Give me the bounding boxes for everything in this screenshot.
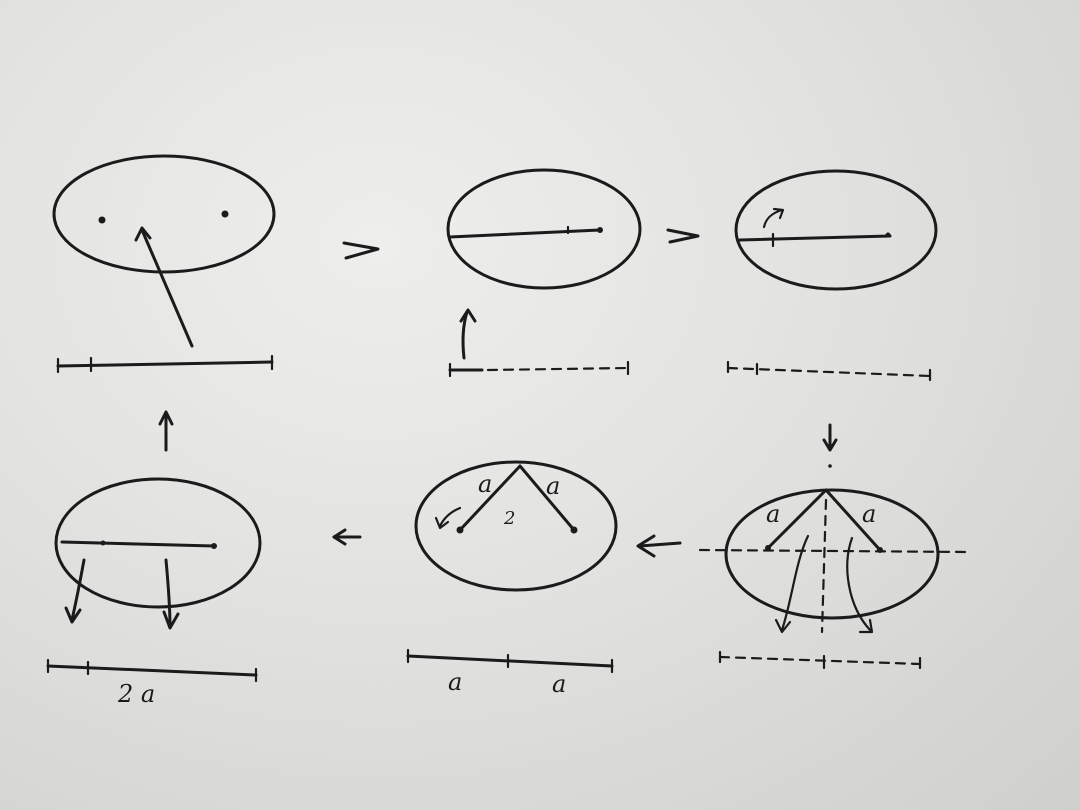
string-segment-5: [408, 656, 612, 666]
apex-mark-6: [828, 464, 832, 468]
swing-arrow-5: [440, 508, 460, 526]
center-mark-5: 2: [504, 508, 516, 529]
focus-right-5: [571, 527, 578, 534]
lift-arrowhead-2: [461, 310, 475, 321]
focus-left-1: [99, 217, 106, 224]
panel-3: [728, 171, 936, 380]
panel-6: [700, 490, 968, 668]
step-arrow-2-3: [668, 230, 698, 242]
label-a-right-6: a: [862, 500, 877, 528]
pointer-arrow-1: [142, 230, 192, 346]
panel-1: [54, 156, 274, 372]
string-dashed-2: [488, 368, 628, 370]
step-arrow-6-5: [640, 543, 680, 546]
string-dashed-6: [720, 657, 920, 664]
string-dashed-3: [728, 368, 930, 376]
label-seg-left-5: a: [448, 668, 463, 696]
panel-5: [408, 462, 616, 698]
label-a-left-6: a: [766, 500, 781, 528]
focus-right-4: [211, 543, 217, 549]
major-axis-dashed-6: [700, 550, 968, 552]
major-axis-string-3: [740, 236, 890, 240]
major-axis-string-4: [62, 542, 214, 546]
step-arrow-1-2: [344, 243, 378, 258]
ellipse-5: [416, 462, 616, 590]
label-seg-right-5: a: [552, 670, 567, 698]
focus-right-2: [597, 227, 603, 233]
ellipse-6: [726, 490, 938, 618]
label-a-left-5: a: [478, 470, 493, 498]
label-a-right-5: a: [546, 472, 561, 500]
ellipse-3: [736, 171, 936, 289]
minor-axis-dashed-6: [822, 500, 826, 632]
focus-right-1: [222, 211, 229, 218]
focus-left-6: [765, 545, 771, 551]
focus-left-5: [457, 527, 464, 534]
label-2a-4: 2 a: [118, 680, 156, 708]
ellipse-1: [54, 156, 274, 272]
string-segment-4: [48, 666, 256, 675]
focus-right-6: [877, 547, 883, 553]
focus-right-3: [886, 233, 891, 238]
focus-left-4: [101, 541, 106, 546]
panel-4: [48, 479, 260, 708]
ellipse-2: [448, 170, 640, 288]
panel-2: [448, 170, 640, 376]
major-axis-string-2: [450, 230, 600, 237]
